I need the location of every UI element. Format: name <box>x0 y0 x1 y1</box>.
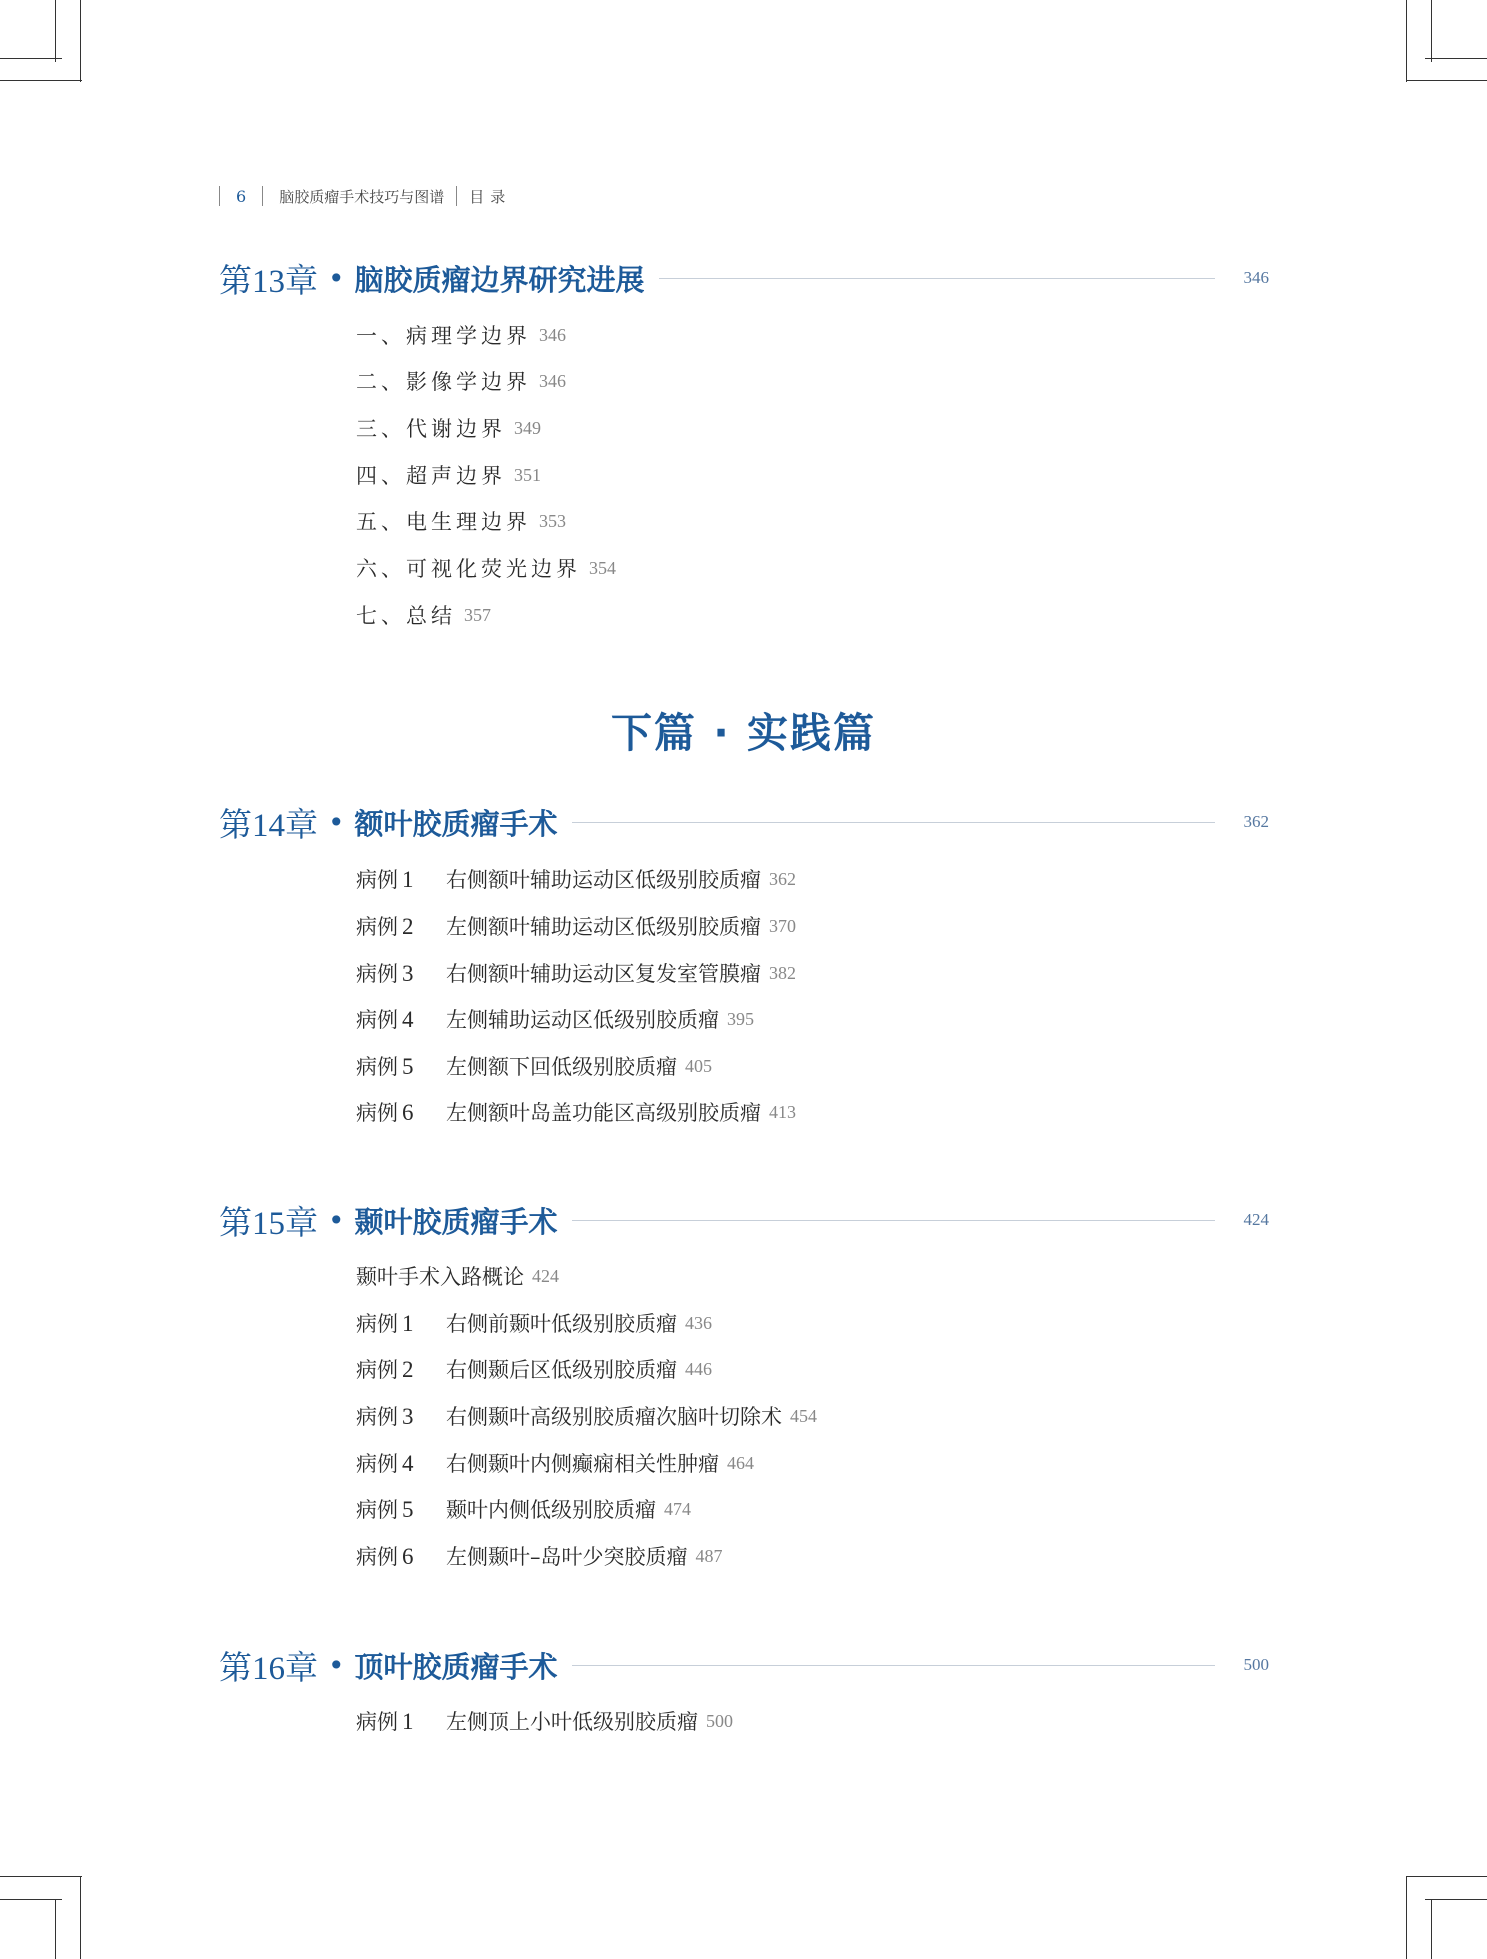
entry-page: 487 <box>695 1545 723 1566</box>
entry-page: 424 <box>532 1265 559 1286</box>
entry-title: 六、可视化荧光边界 <box>356 557 581 581</box>
entry-title: 颞叶内侧低级别胶质瘤 <box>446 1498 656 1522</box>
chapter-page: 500 <box>1243 1655 1269 1674</box>
chapter-heading-14[interactable] <box>219 802 1269 842</box>
entry-page: 382 <box>769 962 796 983</box>
chapter-page: 424 <box>1243 1210 1269 1229</box>
toc-entry[interactable] <box>356 412 541 444</box>
chapter-heading-13[interactable] <box>219 258 1269 298</box>
case-label: 病例 4 <box>356 1451 414 1476</box>
entry-title: 左侧顶上小叶低级别胶质瘤 <box>446 1710 698 1734</box>
entry-title: 左侧辅助运动区低级别胶质瘤 <box>446 1008 719 1032</box>
case-label: 病例 3 <box>356 961 414 986</box>
running-header <box>219 184 511 208</box>
entry-title: 右侧额叶辅助运动区复发室管膜瘤 <box>446 962 761 986</box>
entry-title: 右侧颞叶内侧癫痫相关性肿瘤 <box>446 1452 719 1476</box>
entry-page: 500 <box>706 1710 733 1731</box>
toc-entry[interactable] <box>356 552 616 584</box>
entry-page: 357 <box>464 604 491 625</box>
entry-page: 446 <box>685 1358 712 1379</box>
chapter-page: 346 <box>1243 268 1269 287</box>
toc-entry[interactable] <box>356 1003 754 1035</box>
toc-entry[interactable] <box>356 1540 723 1572</box>
case-label: 病例 1 <box>356 1311 414 1336</box>
entry-title: 右侧额叶辅助运动区低级别胶质瘤 <box>446 868 761 892</box>
case-label: 病例 6 <box>356 1544 414 1569</box>
header-divider <box>262 186 263 206</box>
entry-title: 右侧颞后区低级别胶质瘤 <box>446 1358 677 1382</box>
chapter-number: 第13章 <box>219 263 318 300</box>
chapter-number: 第14章 <box>219 807 318 844</box>
case-label: 病例 4 <box>356 1007 414 1032</box>
toc-entry[interactable] <box>356 505 566 537</box>
entry-title: 左侧颞叶–岛叶少突胶质瘤 <box>446 1545 688 1569</box>
entry-title: 左侧额叶岛盖功能区高级别胶质瘤 <box>446 1101 761 1125</box>
toc-entry[interactable] <box>356 1050 712 1082</box>
part-title: 下篇 · 实践篇 <box>610 709 877 757</box>
header-divider <box>456 186 457 206</box>
case-label: 病例 5 <box>356 1497 414 1522</box>
case-label: 病例 2 <box>356 914 414 939</box>
entry-title: 颞叶手术入路概论 <box>356 1265 524 1289</box>
leader-rule <box>659 278 1215 279</box>
chapter-heading-15[interactable] <box>219 1200 1269 1240</box>
entry-page: 346 <box>539 324 566 345</box>
entry-page: 436 <box>685 1312 712 1333</box>
bullet-dot: • <box>328 1648 345 1682</box>
entry-page: 346 <box>539 370 566 391</box>
entry-title: 一、病理学边界 <box>356 324 531 348</box>
toc-entry[interactable] <box>356 1400 817 1432</box>
leader-rule <box>572 1220 1215 1221</box>
toc-entry[interactable] <box>356 863 796 895</box>
chapter-number: 第15章 <box>219 1205 318 1242</box>
entry-title: 二、影像学边界 <box>356 370 531 394</box>
bullet-dot: • <box>328 261 345 295</box>
entry-title: 五、电生理边界 <box>356 510 531 534</box>
bullet-dot: • <box>328 805 345 839</box>
toc-entry[interactable] <box>356 910 796 942</box>
header-page-number: 6 <box>236 186 247 206</box>
entry-title: 左侧额叶辅助运动区低级别胶质瘤 <box>446 915 761 939</box>
chapter-title: 顶叶胶质瘤手术 <box>354 1649 558 1684</box>
entry-page: 351 <box>514 464 541 485</box>
chapter-heading-16[interactable] <box>219 1645 1269 1685</box>
case-label: 病例 2 <box>356 1357 414 1382</box>
toc-entry[interactable] <box>356 599 491 631</box>
entry-page: 413 <box>769 1101 796 1122</box>
toc-entry[interactable] <box>356 1493 691 1525</box>
chapter-page: 362 <box>1243 812 1269 831</box>
entry-page: 354 <box>589 557 616 578</box>
entry-title: 右侧颞叶高级别胶质瘤次脑叶切除术 <box>446 1405 782 1429</box>
entry-page: 405 <box>685 1055 712 1076</box>
toc-entry[interactable] <box>356 365 566 397</box>
entry-title: 四、超声边界 <box>356 464 506 488</box>
header-book-title: 脑胶质瘤手术技巧与图谱 <box>279 187 445 206</box>
entry-title: 右侧前颞叶低级别胶质瘤 <box>446 1312 677 1336</box>
bullet-dot: • <box>328 1203 345 1237</box>
header-section: 目录 <box>469 187 512 206</box>
entry-page: 464 <box>727 1452 754 1473</box>
case-label: 病例 1 <box>356 1709 414 1734</box>
entry-page: 349 <box>514 417 541 438</box>
entry-page: 474 <box>664 1498 691 1519</box>
entry-page: 362 <box>769 868 796 889</box>
toc-entry[interactable] <box>356 1447 754 1479</box>
chapter-number: 第16章 <box>219 1650 318 1687</box>
case-label: 病例 1 <box>356 867 414 892</box>
entry-page: 395 <box>727 1008 754 1029</box>
toc-entry[interactable] <box>356 1705 733 1737</box>
case-label: 病例 6 <box>356 1100 414 1125</box>
toc-entry[interactable] <box>356 1260 559 1292</box>
entry-title: 左侧额下回低级别胶质瘤 <box>446 1055 677 1079</box>
entry-page: 353 <box>539 510 566 531</box>
toc-entry[interactable] <box>356 1096 796 1128</box>
leader-rule <box>572 1665 1215 1666</box>
toc-entry[interactable] <box>356 1353 712 1385</box>
entry-page: 454 <box>790 1405 817 1426</box>
header-divider <box>219 186 220 206</box>
entry-title: 三、代谢边界 <box>356 417 506 441</box>
entry-page: 370 <box>769 915 796 936</box>
toc-entry[interactable] <box>356 957 796 989</box>
chapter-title: 额叶胶质瘤手术 <box>354 806 558 841</box>
case-label: 病例 3 <box>356 1404 414 1429</box>
toc-entry[interactable] <box>356 459 541 491</box>
chapter-title: 脑胶质瘤边界研究进展 <box>354 262 645 297</box>
leader-rule <box>572 822 1215 823</box>
chapter-title: 颞叶胶质瘤手术 <box>354 1204 558 1239</box>
case-label: 病例 5 <box>356 1054 414 1079</box>
entry-title: 七、总结 <box>356 604 456 628</box>
toc-entry[interactable] <box>356 319 566 351</box>
toc-entry[interactable] <box>356 1307 712 1339</box>
